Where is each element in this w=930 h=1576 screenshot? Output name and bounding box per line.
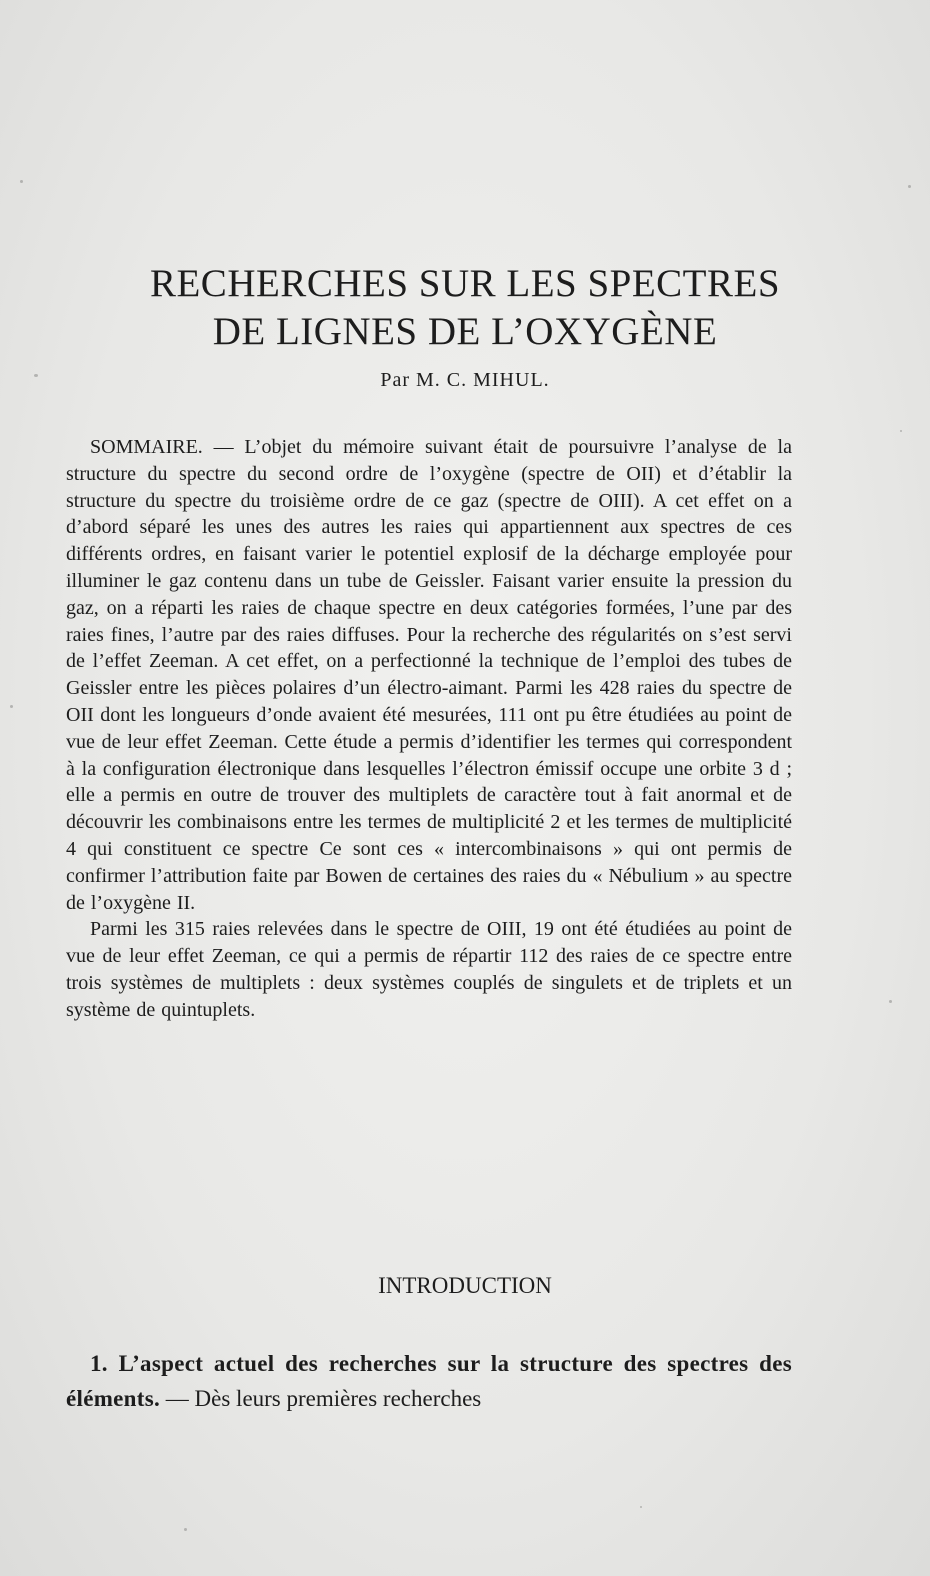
section-1-title: 1. L’aspect actuel des recherches sur la structure des spectres des éléments. <box>66 1351 792 1411</box>
summary-paragraph-1: SOMMAIRE. — L’objet du mémoire suivant était de poursuivre l’analyse de la structure du spectre du second ordre de l’oxygène (spectre de OII) et d’établir la structure du spectre du troisième ordre de ce gaz (spectre de OIII). A cet effet on a d’abord séparé les unes des autres les raies qui appartiennent aux spectres de ces différents ordres, en faisant varier le potentiel explosif de la décharge employée pour illuminer le gaz contenu dans un tube de Geissler. Faisant varier ensuite la pression du gaz, on a réparti les raies de chaque spectre en deux catégories formées, l’une par des raies fines, l’autre par des raies diffuses. Pour la recherche des régularités on s’est servi de l’effet Zeeman. A cet effet, on a perfectionné la technique de l’emploi des tubes de Geissler entre les pièces polaires d’un électro-aimant. Parmi les 428 raies du spectre de OII dont les longueurs d’onde avaient été mesurées, 111 ont pu être étudiées au point de vue de leur effet Zeeman. Cette étude a permis d’identifier les termes qui correspondent à la configuration électronique dans lesquelles l’électron émissif occupe une orbite 3 d ; elle a permis en outre de trouver des multiplets de caractère tout à fait anormal et de découvrir les combinaisons entre les termes de multiplicité 2 et les termes de multiplicité 4 qui constituent ce spectre Ce sont ces « intercombinaisons » qui ont permis de confirmer l’attribution faite par Bowen de certaines des raies du « Nébulium » au spectre de l’oxygène II. <box>66 436 792 914</box>
scan-speck <box>900 430 902 432</box>
scan-speck <box>889 1000 892 1003</box>
scan-speck <box>20 180 23 183</box>
author-line: Par M. C. MIHUL. <box>380 369 550 391</box>
title-line-1: RECHERCHES SUR LES SPECTRES <box>149 262 781 305</box>
scan-speck <box>640 1506 642 1508</box>
scan-speck <box>184 1528 187 1531</box>
scan-speck <box>34 374 38 377</box>
summary-block <box>66 434 792 1024</box>
introduction-heading: INTRODUCTION <box>378 1273 552 1298</box>
scan-speck <box>908 185 911 188</box>
section-1-text: — Dès leurs premières recherches <box>160 1386 482 1411</box>
section-1 <box>66 1346 792 1416</box>
summary-paragraph-2: Parmi les 315 raies relevées dans le spectre de OIII, 19 ont été étudiées au point de vue de leur effet Zeeman, ce qui a permis de répartir 112 des raies de ce spectre entre trois systèmes de multiplets : deux systèmes couplés de singulets et de triplets et un système de quintuplets. <box>66 918 792 1021</box>
scan-speck <box>10 705 13 708</box>
title-line-2: DE LIGNES DE L’OXYGÈNE <box>212 310 718 353</box>
